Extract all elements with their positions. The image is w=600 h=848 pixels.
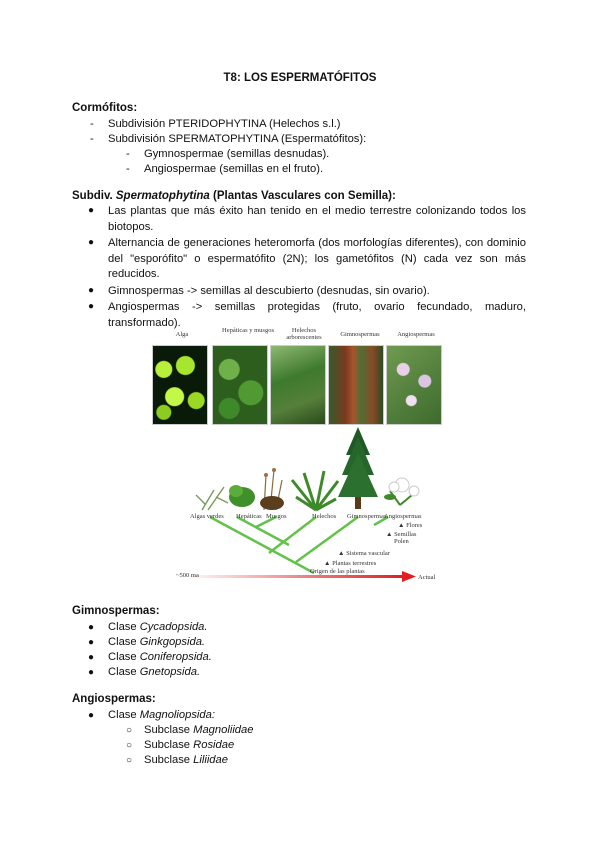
phylogeny-tree bbox=[124, 425, 476, 590]
photo-label: Hepáticas y musgos bbox=[222, 327, 274, 334]
gimnospermas-heading: Gimnospermas: bbox=[72, 605, 160, 617]
list-item: ● Angiospermas -> semillas protegidas (fruto, ovario fecundado, maduro, transformado). bbox=[88, 301, 526, 329]
time-arrowhead bbox=[402, 571, 416, 582]
innovation-label: ▲ Sistema vascular bbox=[338, 550, 390, 557]
page-title: T8: LOS ESPERMATÓFITOS bbox=[223, 72, 377, 84]
innovation-label: Polen bbox=[394, 538, 409, 545]
tree-label: Helechos bbox=[312, 513, 337, 520]
tree-label: Algas verdes bbox=[190, 513, 224, 520]
conifer-icon bbox=[338, 427, 378, 509]
spermatophytina-bullets bbox=[0, 204, 600, 331]
innovation-label: ▲ Semillas bbox=[386, 531, 417, 538]
moss-icon bbox=[260, 468, 284, 510]
spermatophytina-heading: Subdiv. Spermatophytina (Plantas Vasculares con Semilla): bbox=[72, 190, 396, 202]
list-item: ● Las plantas que más éxito han tenido en el medio terrestre colonizando todos los biotopos. bbox=[88, 205, 526, 233]
photo-label: Angiospermas bbox=[397, 331, 435, 338]
alga-photo bbox=[152, 345, 208, 425]
conifer-photo bbox=[328, 345, 384, 425]
list-item: ● Alternancia de generaciones heteromorfa (dos morfologías diferentes), con dominio del "esporófito" o espermatófito (2N); los gametófitos (N) cada vez son más reducidos. bbox=[88, 237, 526, 280]
photo-label: Helechos arborescentes bbox=[286, 327, 322, 341]
innovation-label: ▲ Flores bbox=[398, 522, 423, 529]
fern-photo bbox=[270, 345, 326, 425]
cormofitos-heading: Cormófitos: bbox=[72, 102, 138, 114]
tree-label: Angiospermas bbox=[384, 513, 422, 520]
flower-icon bbox=[384, 478, 419, 505]
photo-label: Gimnospermas bbox=[340, 331, 380, 338]
angiosperm-photo bbox=[386, 345, 442, 425]
photo-label: Alga bbox=[175, 331, 189, 338]
angiospermas-heading: Angiospermas: bbox=[72, 693, 156, 705]
liverwort-icon bbox=[229, 485, 255, 507]
innovation-label: Origen de las plantas bbox=[310, 568, 365, 575]
time-end-label: Actual bbox=[418, 574, 436, 581]
tree-label: Hepáticas bbox=[236, 513, 262, 520]
innovation-label: ▲ Plantas terrestres bbox=[324, 560, 377, 567]
tree-label: Gimnospermas bbox=[347, 513, 387, 520]
tree-label: Musgos bbox=[266, 513, 287, 520]
fern-icon bbox=[292, 471, 338, 510]
algae-icon bbox=[196, 487, 228, 510]
time-start-label: ~500 ma bbox=[176, 572, 199, 579]
list-item: ● Gimnospermas -> semillas al descubierto (desnudas, sin ovario). bbox=[88, 285, 430, 297]
time-arrow bbox=[182, 575, 402, 578]
moss-photo bbox=[212, 345, 268, 425]
